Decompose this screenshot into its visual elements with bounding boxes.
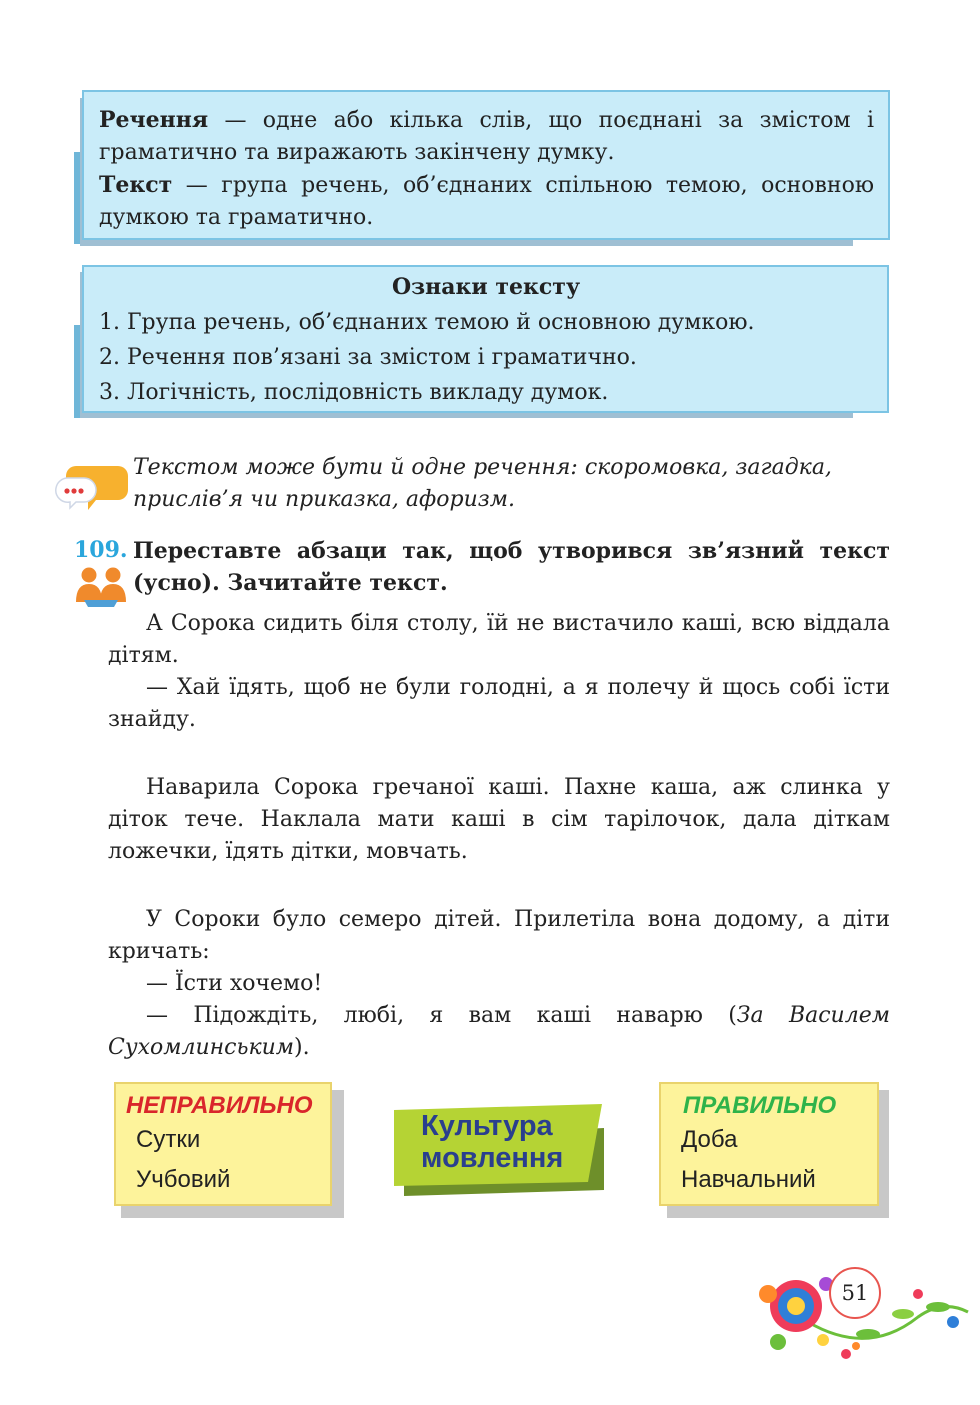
author-name: За Василем Сухомлинським (108, 1003, 890, 1060)
signs-item: 2. Речення пов’язані за змістом і граматично. (99, 345, 637, 370)
paragraph-text: — Їсти хочемо! (146, 971, 323, 996)
paragraph-text: У Сороки було семеро дітей. Прилетіла вона додому, а діти кричать: (108, 907, 890, 964)
story-paragraph (108, 904, 890, 968)
author-close: ). (294, 1035, 310, 1060)
culture-line1: Культура (421, 1110, 553, 1142)
story-paragraph (108, 672, 890, 736)
term-sentence: Речення (99, 107, 209, 133)
definition-sentence-text: — одне або кілька слів, що поєднані за змістом і граматично та виражають закінчену думку. (99, 108, 874, 165)
exercise-number: 109. (74, 537, 128, 563)
definition-text (99, 169, 874, 234)
paragraph-text: А Сорока сидить біля столу, їй не вистачило каші, всю віддала дітям. (108, 611, 890, 668)
story-paragraph (108, 608, 890, 672)
right-item: Навчальний (681, 1166, 816, 1193)
definition-sentence (99, 104, 874, 169)
story-paragraph (108, 772, 890, 868)
story-paragraph (108, 1000, 890, 1064)
right-title: ПРАВИЛЬНО (683, 1092, 837, 1119)
right-item: Доба (681, 1126, 738, 1153)
culture-line2: мовлення (421, 1142, 564, 1174)
story-paragraph (108, 968, 890, 1000)
definition-box (82, 90, 890, 240)
culture-title (421, 1110, 563, 1174)
right-card (659, 1082, 879, 1206)
exercise-task: Переставте абзаци так, щоб утворився зв’язний текст (усно). Зачитайте текст. (133, 538, 890, 596)
wrong-card (114, 1082, 332, 1206)
wrong-title: НЕПРАВИЛЬНО (126, 1092, 313, 1119)
pair-work-icon (74, 566, 130, 608)
signs-box (82, 265, 889, 413)
paragraph-text: — Підождіть, любі, я вам каші наварю ( (146, 1003, 737, 1028)
paragraph-text: — Хай їдять, щоб не були голодні, а я полечу й щось собі їсти знайду. (108, 675, 890, 732)
speech-bubble-icon (52, 462, 128, 514)
signs-title: Ознаки тексту (391, 274, 581, 300)
paragraph-text: Наварила Сорока гречаної каші. Пахне каша, аж слинка у діток тече. Наклала мати каші в сім тарілочок, дала діткам ложечки, їдять дітки, мовчать. (108, 775, 890, 864)
signs-item: 3. Логічність, послідовність викладу думок. (99, 380, 609, 405)
term-text: Текст (99, 172, 173, 198)
definition-text-text: — група речень, об’єднаних спільною темою, основною думкою та граматично. (99, 173, 874, 230)
signs-item: 1. Група речень, об’єднаних темою й основною думкою. (99, 310, 755, 335)
note-text: Текстом може бути й одне речення: скоромовка, загадка, прислів’я чи приказка, афоризм. (133, 455, 832, 512)
wrong-item: Учбовий (136, 1166, 231, 1193)
wrong-item: Сутки (136, 1126, 201, 1153)
page-number: 51 (829, 1267, 881, 1319)
